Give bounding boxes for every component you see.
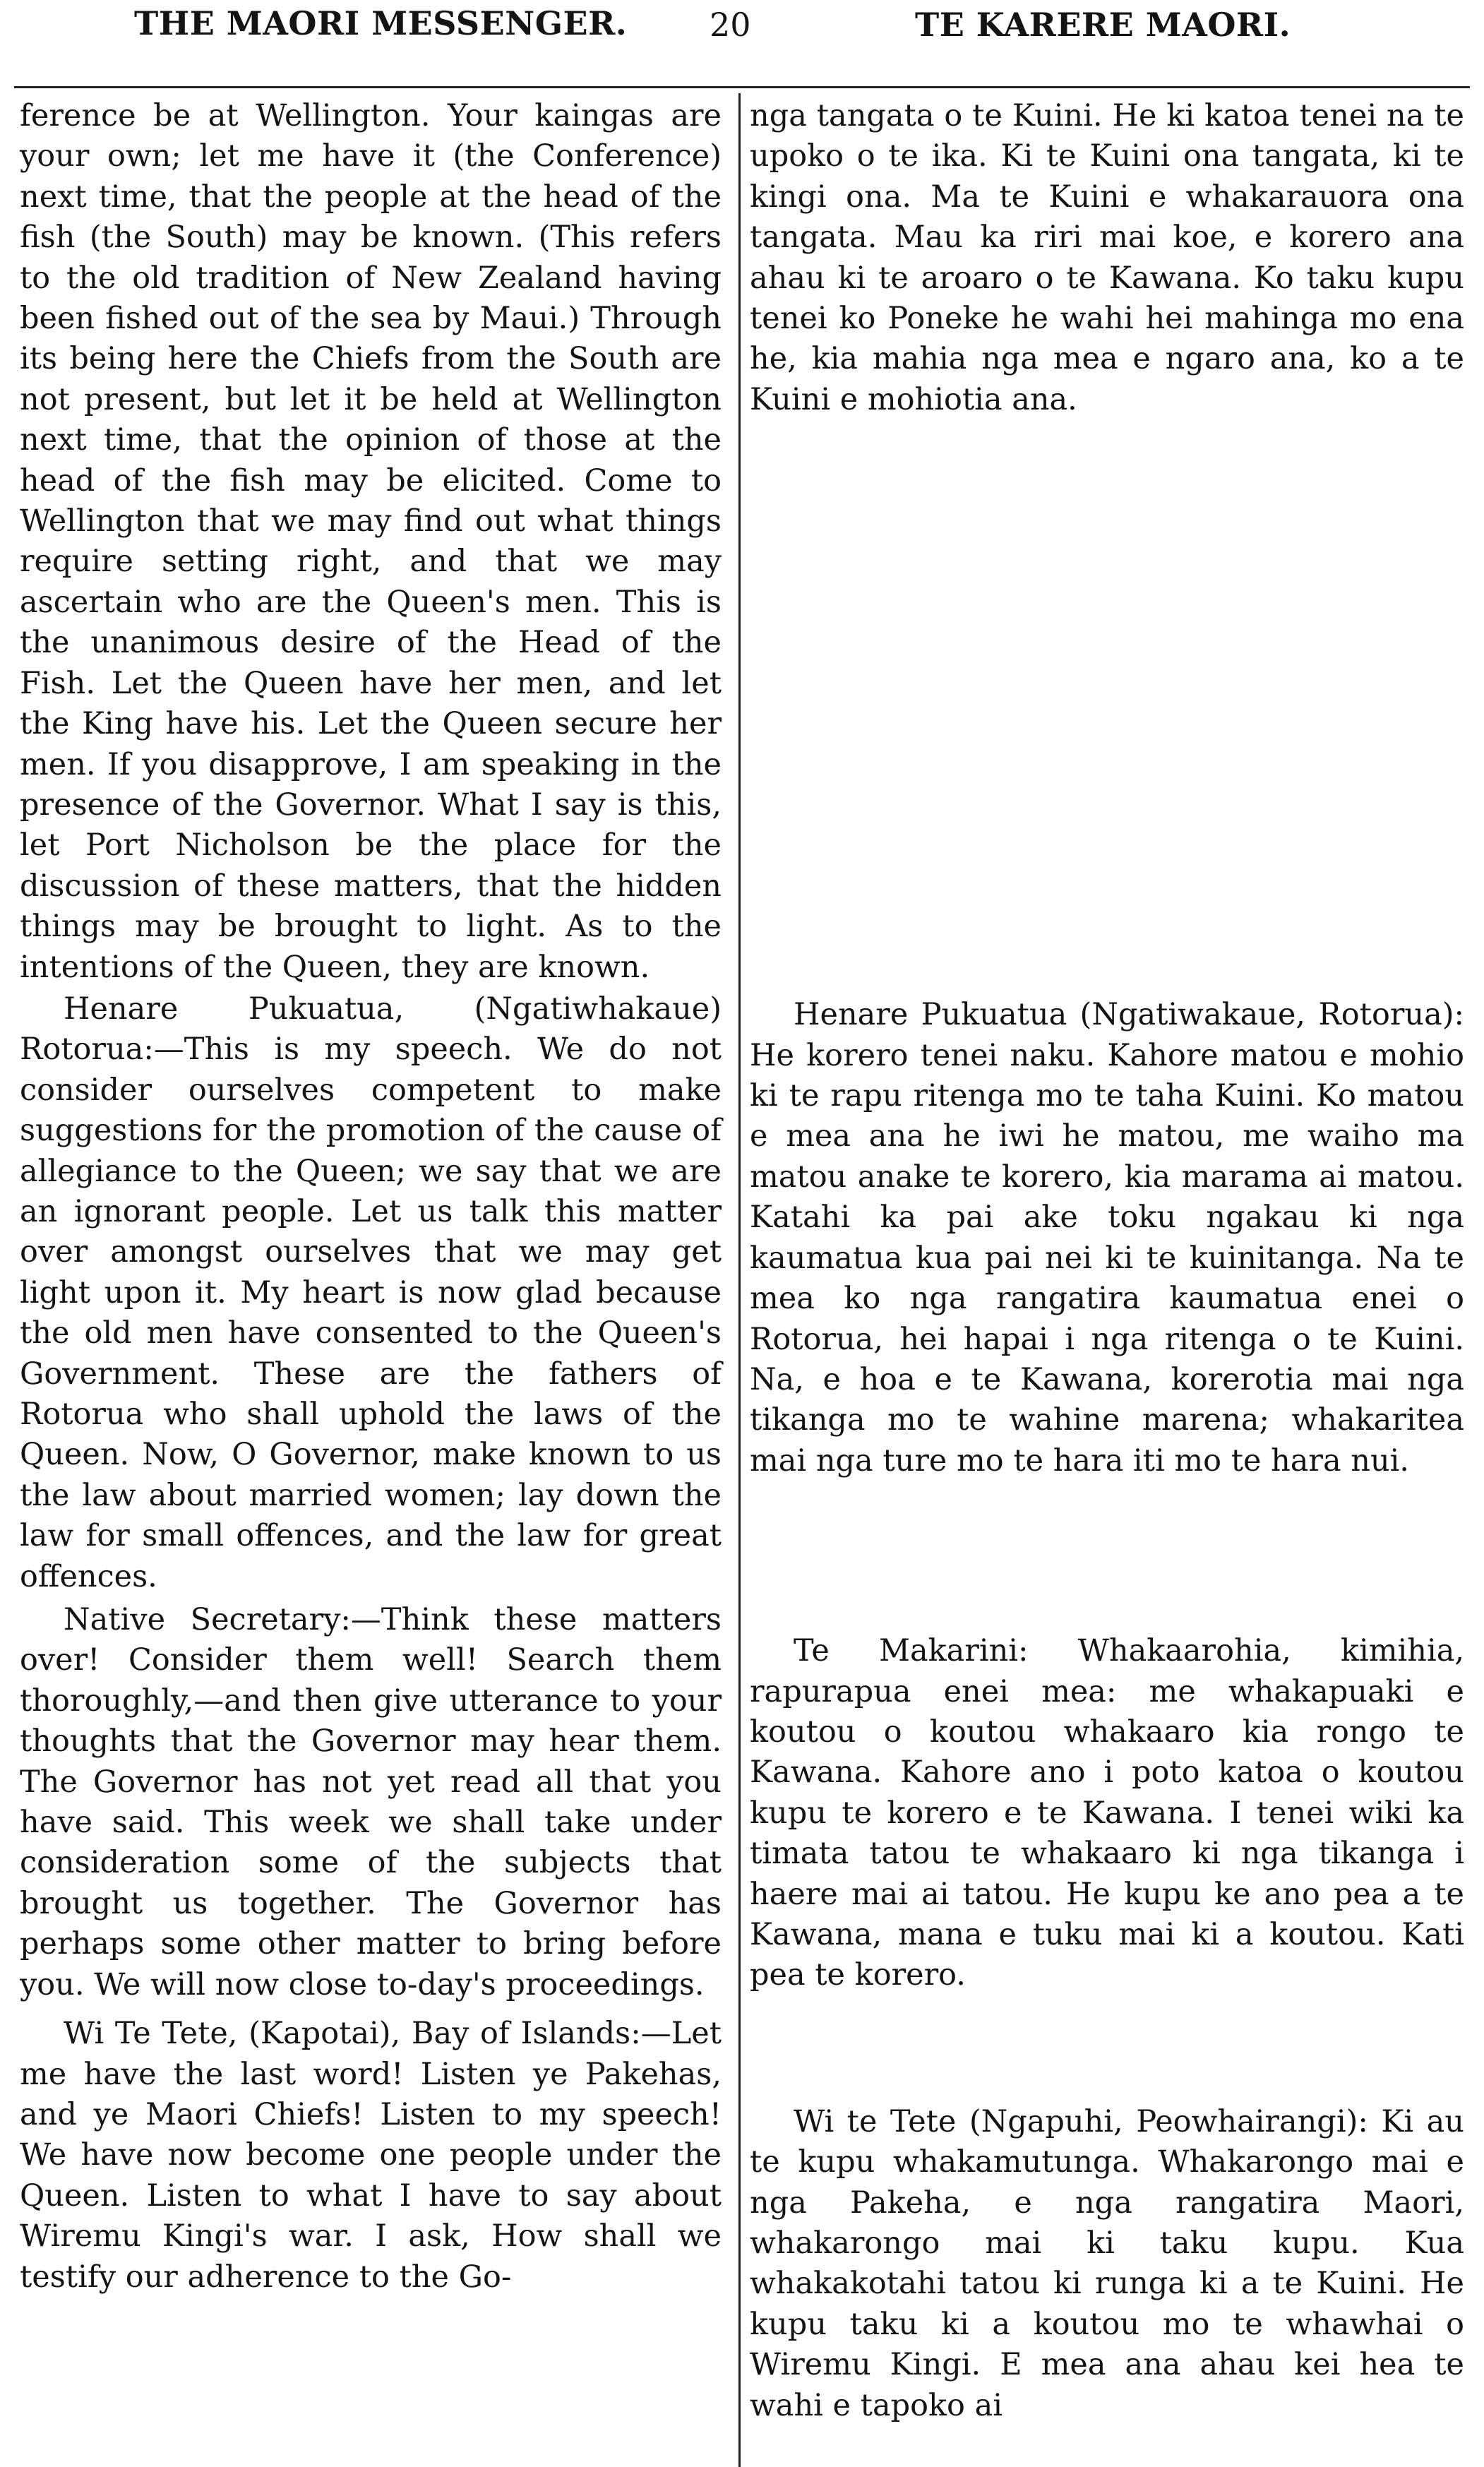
- maori-paragraph-te-makarini: Te Makarini: Whakaarohia, kimihia, rapurapua enei mea: me whakapuaki e koutou o koutou whakaaro kia rongo te Kawana. Kahore ano i poto katoa o koutou kupu te korero e te Kawana. I tenei wiki ka timata tatou te whakaaro ki nga tikanga i haere mai ai tatou. He kupu ke ano pea a te Kawana, mana e tuku mai ki a koutou. Kati pea te korero.: [750, 1633, 1464, 1993]
- maori-column: [750, 96, 1464, 2426]
- page-number: 20: [710, 6, 751, 44]
- maori-paragraph-wi-te-tete: Wi te Tete (Ngapuhi, Peowhairangi): Ki au te kupu whakamutunga. Whakarongo mai e nga Pakeha, e nga rangatira Maori, whakarongo mai ki taku kupu. Kua whakakotahi tatou ki runga ki a te Kuini. He kupu taku ki a koutou mo te whawhai o Wiremu Kingi. E mea ana ahau kei hea te wahi e tapoko ai: [750, 2103, 1464, 2423]
- english-paragraph-native-secretary: Native Secretary:—Think these matters over! Consider them well! Search them thoroughly,—and then give utterance to your thoughts that the Governor may hear them. The Governor has not yet read all that you have said. This week we shall take under consideration some of the subjects that brought us together. The Governor has perhaps some other matter to bring before you. We will now close to-day's proceedings.: [20, 1602, 722, 2002]
- maori-title: TE KARERE MAORI.: [915, 6, 1291, 44]
- page-header: [0, 0, 1484, 79]
- english-column: [20, 96, 722, 2298]
- column-divider: [738, 93, 741, 2467]
- english-title: THE MAORI MESSENGER.: [134, 4, 628, 42]
- maori-paragraph-henare-pukuatua: Henare Pukuatua (Ngatiwakaue, Rotorua): He korero tenei naku. Kahore matou e mohio ki te rapu ritenga mo te taha Kuini. Ko matou e mea ana he iwi he matou, me waiho ma matou anake te korero, kia marama ai matou. Katahi ka pai ake toku ngakau ki nga kaumatua kua pai nei ki te kuinitanga. Na te mea ko nga rangatira kaumatua enei o Rotorua, hei hapai i nga ritenga o te Kuini. Na, e hoa e te Kawana, korerotia mai nga tikanga mo te wahine marena; whakaritea mai nga ture mo te hara iti mo te hara nui.: [750, 997, 1464, 1479]
- english-paragraph-conference: ference be at Wellington. Your kaingas are your own; let me have it (the Conference) next time, that the people at the head of the fish (the South) may be known. (This refers to the old tradition of New Zealand having been fished out of the sea by Maui.) Through its being here the Chiefs from the South are not present, but let it be held at Wellington next time, that the opinion of those at the head of the fish may be elicited. Come to Wellington that we may find out what things require setting right, and that we may ascertain who are the Queen's men. This is the unanimous desire of the Head of the Fish. Let the Queen have her men, and let the King have his. Let the Queen secure her men. If you disapprove, I am speaking in the presence of the Governor. What I say is this, let Port Nicholson be the place for the discussion of these matters, that the hidden things may be brought to light. As to the intentions of the Queen, they are known.: [20, 98, 722, 985]
- english-paragraph-henare-pukuatua: Henare Pukuatua, (Ngatiwhakaue) Rotorua:—This is my speech. We do not consider ourselves competent to make suggestions for the promotion of the cause of allegiance to the Queen; we say that we are an ignorant people. Let us talk this matter over amongst ourselves that we may get light upon it. My heart is now glad because the old men have consented to the Queen's Government. These are the fathers of Rotorua who shall uphold the laws of the Queen. Now, O Governor, make known to us the law about married women; lay down the law for small offences, and the law for great offences.: [20, 991, 722, 1594]
- header-rule: [14, 86, 1470, 88]
- maori-paragraph-conference: nga tangata o te Kuini. He ki katoa tenei na te upoko o te ika. Ki te Kuini ona tangata, ki te kingi ona. Ma te Kuini e whakarauora ona tangata. Mau ka riri mai koe, e korero ana ahau ki te aroaro o te Kawana. Ko taku kupu tenei ko Poneke he wahi hei mahinga mo ena he, kia mahia nga mea e ngaro ana, ko a te Kuini e mohiotia ana.: [750, 98, 1464, 417]
- english-paragraph-wi-te-tete: Wi Te Tete, (Kapotai), Bay of Islands:—Let me have the last word! Listen ye Pakehas, and ye Maori Chiefs! Listen to my speech! We have now become one people under the Queen. Listen to what I have to say about Wiremu Kingi's war. I ask, How shall we testify our adherence to the Go-: [20, 2016, 722, 2295]
